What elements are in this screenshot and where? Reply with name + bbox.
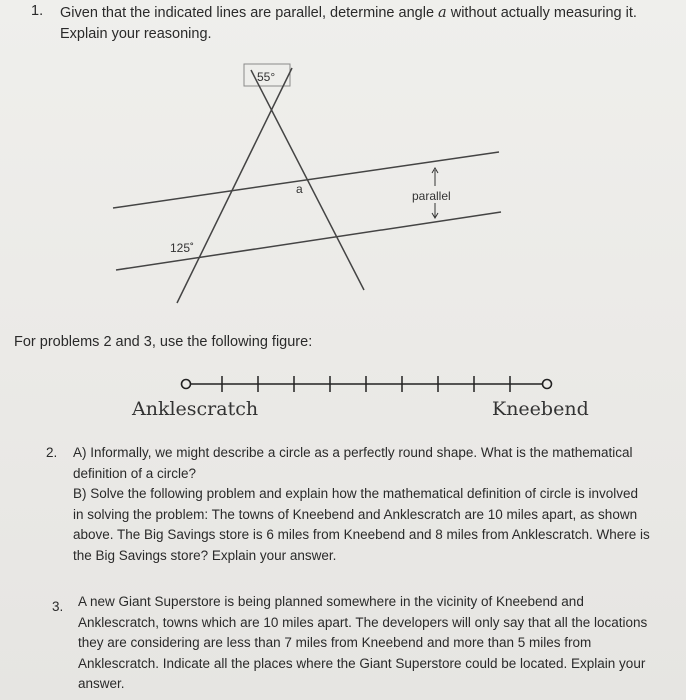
problem-3-number: 3. bbox=[52, 599, 64, 614]
problem-3-line: they are considering are less than 7 miles from Kneebend and more than 5 miles from bbox=[78, 635, 592, 650]
problem-2-line: above. The Big Savings store is 6 miles from Kneebend and 8 miles from Anklescratch. Where is bbox=[73, 527, 650, 542]
transversal-left bbox=[177, 68, 292, 303]
kneebend-label: Kneebend bbox=[492, 398, 589, 420]
anklescratch-label: Anklescratch bbox=[132, 398, 259, 420]
transversal-right bbox=[251, 70, 364, 290]
parallel-lines-figure bbox=[0, 0, 686, 320]
problem-3-line: Anklescratch, towns which are 10 miles apart. The developers will only say that all the locations bbox=[78, 614, 648, 630]
problem-1-line-2: Explain your reasoning. bbox=[60, 26, 212, 42]
angle-55-label: 55° bbox=[257, 70, 276, 84]
problem-2-line: in solving the problem: The towns of Kneebend and Anklescratch are 10 miles apart, as shown bbox=[73, 506, 638, 522]
problem-2-line: A) Informally, we might describe a circle as a perfectly round shape. What is the mathematical bbox=[73, 445, 633, 460]
angle-a-symbol: a bbox=[438, 5, 447, 21]
problem-3-line: answer. bbox=[78, 676, 125, 691]
problem-1-number: 1. bbox=[31, 3, 44, 19]
parallel-label: parallel bbox=[412, 189, 451, 203]
problem-3-text bbox=[78, 592, 647, 695]
problem-2-text bbox=[73, 443, 650, 566]
problem-2-number: 2. bbox=[46, 445, 58, 460]
kneebend-point bbox=[543, 380, 552, 389]
problem-2-line: B) Solve the following problem and explain how the mathematical definition of circle is involved bbox=[73, 486, 639, 501]
problem-2-line: definition of a circle? bbox=[73, 465, 197, 481]
angle-a-label: a bbox=[296, 182, 303, 196]
intro-text: For problems 2 and 3, use the following figure: bbox=[14, 334, 313, 350]
problem-1-line-1: Given that the indicated lines are parallel, determine angle bbox=[60, 5, 435, 21]
problem-3-line: Anklescratch. Indicate all the places where the Giant Superstore could be located. Explain your bbox=[78, 655, 646, 671]
angle-125-label: 125˚ bbox=[170, 241, 195, 255]
problem-1-line-1-end: without actually measuring it. bbox=[446, 5, 637, 21]
problem-3-line: A new Giant Superstore is being planned somewhere in the vicinity of Kneebend and bbox=[78, 594, 584, 609]
anklescratch-point bbox=[182, 380, 191, 389]
problem-2-line: the Big Savings store? Explain your answer. bbox=[73, 547, 337, 563]
